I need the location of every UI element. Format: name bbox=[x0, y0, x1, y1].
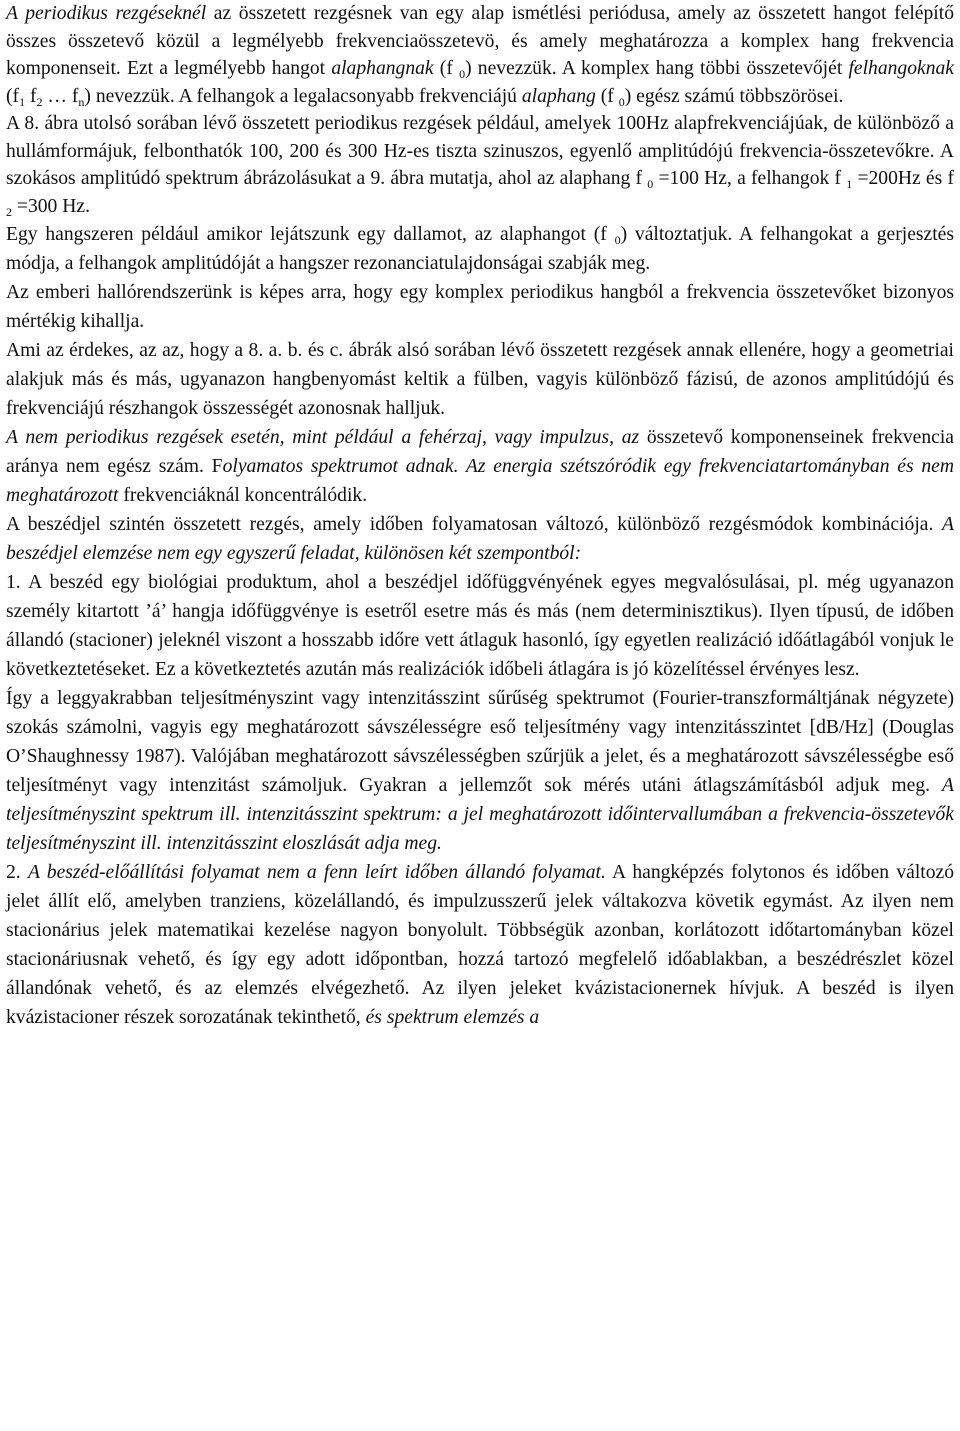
paragraph-3 bbox=[6, 220, 954, 278]
text-run: ) nevezzük. A komplex hang többi összetevőjét bbox=[465, 58, 849, 79]
italic-run: A periodikus rezgéseknél bbox=[6, 3, 207, 24]
subscript: 0 bbox=[459, 67, 466, 81]
text-run: A 8. ábra utolsó sorában lévő összetett periodikus rezgések például, amelyek 100Hz alapfrekvenciájúak, de különböző a hullámformájuk, felbonthatók 100, 200 és 300 Hz-es tiszta szinuszos, egyenlő amplitúdójú frekvencia-összetevőkre. A szokásos amplitúdó spektrum ábrázolásukat a 9. ábra mutatja, ahol az alaphang f bbox=[6, 113, 954, 189]
italic-run: és spektrum elemzés a bbox=[365, 1007, 540, 1028]
italic-run: felhangoknak bbox=[848, 58, 955, 79]
text-run: A hangképzés folytonos és időben változó jelet állít elő, amelyben tranziens, közelállandó, és impulzusszerű jelek váltakozva követik egymást. Az ilyen nem stacionárius jelek matematikai kezelése nagyon bonyolult. Többségük azonban, korlátozott időtartományban közel stacionáriusnak vehető, és így egy adott időpontban, hozzá tartozó megfelelő időablakban, a beszédrészlet közel állandónak vehető, és az elemzés elvégezhető. Az ilyen jeleket kvázistacionernek hívjuk. A beszéd is ilyen kvázistacioner részek sorozatának tekinthető, bbox=[6, 862, 955, 1028]
text-run: 2. bbox=[6, 862, 28, 883]
text-run: ) egész számú többszörösei. bbox=[624, 85, 844, 107]
subscript: n bbox=[78, 94, 85, 109]
text-run: f bbox=[25, 85, 37, 107]
paragraph-8 bbox=[6, 568, 954, 684]
text-run: … f bbox=[42, 85, 79, 107]
text-run: Egy hangszeren például amikor lejátszunk egy dallamot, az alaphangot (f bbox=[6, 224, 615, 245]
text-run: 1. A beszéd egy biológiai produktum, ahol a beszédjel időfüggvényének egyes megvalósulásai, pl. még ugyanazon személy kitartott ’á’ hangja időfüggvénye is esetről esetre más és más (nem determinisztikus). Ilyen típusú, de időben állandó (stacioner) jeleknél viszont a hosszabb időre vett átlaguk hasonló, így egyetlen realizáció időátlagából vonjuk le következtetéseket. Ez a következtetés azután más realizációk időbeli átlagára is jó közelítéssel érvényes lesz. bbox=[6, 572, 954, 680]
text-run: =100 Hz, a felhangok f bbox=[653, 168, 847, 189]
paragraph-9 bbox=[6, 684, 954, 858]
paragraph-10 bbox=[6, 858, 954, 1032]
italic-run: A beszéd-előállítási folyamat nem a fenn leírt időben állandó folyamat. bbox=[27, 862, 606, 883]
subscript: 2 bbox=[6, 204, 12, 219]
text-run: (f bbox=[595, 85, 619, 107]
text-run: az összetett rezgésnek van egy alap ismétlési periódusa, amely az összetett hangot felépítő összes összetevő közül a legmélyebb frekvenciaösszetevö, és amely meghatározza a komplex hang frekvencia komponenseit. Ezt a legmélyebb hangot bbox=[6, 3, 954, 79]
text-run: ) változtatjuk. A felhangokat a gerjesztés módja, a felhangok amplitúdóját a hangszer rezonanciatulajdonságai szabják meg. bbox=[6, 224, 954, 274]
text-run: =200Hz és f bbox=[852, 168, 954, 189]
text-run: A beszédjel szintén összetett rezgés, amely időben folyamatosan változó, különböző rezgésmódok kombinációja. bbox=[6, 514, 943, 535]
text-run: összetevő komponenseinek frekvencia aránya nem egész szám. F bbox=[6, 427, 954, 477]
subscript: 0 bbox=[614, 233, 621, 247]
italic-run: A nem periodikus rezgések esetén, mint például a fehérzaj, vagy impulzus, az bbox=[6, 427, 640, 448]
paragraph-2 bbox=[6, 110, 954, 220]
text-run: ) nevezzük. A felhangok a legalacsonyabb frekvenciájú bbox=[84, 85, 522, 107]
italic-run: olyamatos spektrumot adnak. Az energia szétszóródik egy frekvenciatartományban és nem meghatározott bbox=[6, 456, 954, 506]
paragraph-1 bbox=[6, 0, 954, 110]
text-run: frekvenciáknál koncentrálódik. bbox=[118, 485, 368, 506]
italic-run: A beszédjel elemzése nem egy egyszerű feladat, különösen két szempontból: bbox=[6, 514, 954, 564]
subscript: 0 bbox=[618, 94, 625, 109]
italic-run: alaphang bbox=[521, 85, 596, 107]
text-run: Az emberi hallórendszerünk is képes arra, hogy egy komplex periodikus hangból a frekvencia összetevőket bizonyos mértékig kihallja. bbox=[6, 282, 954, 332]
subscript: 0 bbox=[647, 177, 654, 191]
text-run: =300 Hz. bbox=[12, 195, 90, 217]
subscript: 2 bbox=[36, 94, 43, 109]
text-run: (f bbox=[6, 85, 20, 107]
subscript: 1 bbox=[846, 177, 853, 191]
text-run: Ami az érdekes, az az, hogy a 8. a. b. és c. ábrák alsó sorában lévő összetett rezgések annak ellenére, hogy a geometriai alakjuk más és más, ugyanazon hangbenyomást keltik a fülben, vagyis különböző fázisú, de azonos amplitúdójú és frekvenciájú részhangok összességét azonosnak halljuk. bbox=[6, 340, 954, 419]
paragraph-7 bbox=[6, 510, 954, 568]
subscript: 1 bbox=[19, 94, 26, 109]
paragraph-5 bbox=[6, 336, 954, 423]
paragraph-4 bbox=[6, 278, 954, 336]
text-run: Így a leggyakrabban teljesítményszint vagy intenzitásszint sűrűség spektrumot (Fourier-transzformáltjának négyzete) szokás számolni, vagyis egy meghatározott sávszélességre eső teljesítmény vagy intenzitásszintet [dB/Hz] (Douglas O’Shaughnessy 1987). Valójában meghatározott sávszélességben szűrjük a jelet, és a meghatározott sávszélességbe eső teljesítményt vagy intenzitást számoljuk. Gyakran a jellemzőt sok mérés utáni átlagszámításból adjuk meg. bbox=[6, 688, 954, 796]
text-run: (f bbox=[433, 58, 460, 79]
paragraph-6 bbox=[6, 423, 954, 510]
italic-run: alaphangnak bbox=[331, 58, 434, 79]
italic-run: A teljesítményszint spektrum ill. intenzitásszint spektrum: a jel meghatározott időintervallumában a frekvencia-összetevők teljesítményszint ill. intenzitásszint eloszlását adja meg. bbox=[6, 775, 954, 854]
